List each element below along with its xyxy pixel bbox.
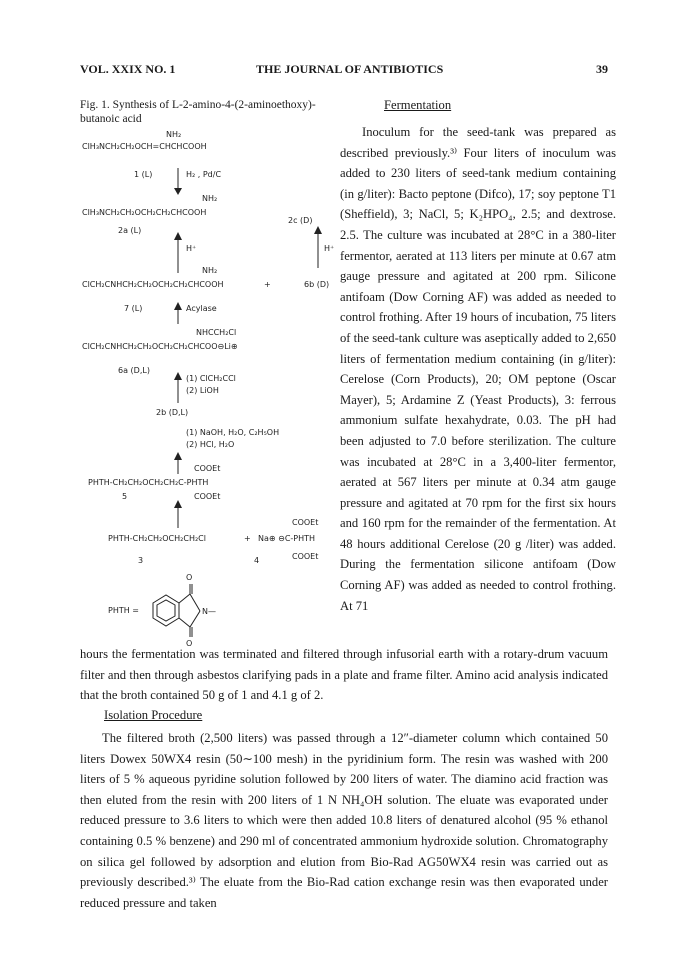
isolation-heading: Isolation Procedure [104,708,203,722]
bond-3 [190,594,200,611]
arrowhead-3 [174,302,182,310]
figure-label: Fig. 1. [80,99,110,111]
compound-5-top: COOEt [194,464,221,473]
compound-5-formula: PHTH-CH₂CH₂OCH₂CH₂C-PHTH [88,478,209,487]
phth-definition: PHTH = [108,606,139,615]
bond-4 [190,611,200,627]
running-header [80,62,608,78]
page-number: 39 [596,62,608,76]
compound-7-formula: ClCH₂CNHCH₂CH₂OCH₂CH₂CHCOOH [82,280,224,289]
compound-3-formula: PHTH-CH₂CH₂OCH₂CH₂Cl [108,534,206,543]
reagent-hydrolysis-2: (2) HCl, H₂O [186,440,235,449]
compound-4-formula: Na⊕ ⊖C-PHTH [258,534,316,543]
nitrogen: N— [202,607,216,616]
compound-2c-label: 2c (D) [288,216,313,225]
bond-2 [179,618,190,627]
compound-1-substituent: NH₂ [166,130,182,139]
arrowhead-2c [314,226,322,234]
compound-4-top: COOEt [292,518,319,527]
arrowhead-2 [174,232,182,240]
phthalimide-structure [153,584,200,637]
arrowhead-4 [174,372,182,380]
reagent-hydrogenation: H₂ , Pd/C [186,170,222,179]
reagent-acylase: Acylase [186,304,217,313]
oxygen-bottom: O [186,639,193,648]
journal-title: THE JOURNAL OF ANTIBIOTICS [256,62,444,76]
compound-7-label: 7 (L) [124,304,143,313]
compound-6b-label: 6b (D) [304,280,330,289]
isolation-section [80,728,608,913]
compound-4-bottom: COOEt [292,552,319,561]
arrowhead-1 [174,188,182,195]
fermentation-heading: Fermentation [384,98,452,112]
volume-number: VOL. XXIX NO. 1 [80,62,176,76]
isolation-paragraph: The filtered broth (2,500 liters) was passed through a 12″-diameter column which contained 50 liters Dowex 50WX4 resin (50∼100 mesh) in the pyridinium form. The resin was washed with 200 liters of 5 % aqueous pyridine solution followed by 200 liters of water. The diamino acid fraction was then eluted from the resin with 200 liters of 1 N NH₄OH solution. The eluate was evaporated under reduced pressure to 3.6 liters to which were then added 10.8 liters of denatured alcohol (95 % ethanol containing 0.5 % benzene) and 290 ml of concentrated ammonium hydroxide solution. Chromatography on silica gel followed by adsorption and elution from Bio-Rad AG50WX4 resin was carried out as previously described.³⁾ The eluate from the Bio-Rad cation exchange resin was then evaporated under reduced pressure and taken [80,731,608,910]
fermentation-continuation [80,644,608,706]
arrowhead-6 [174,500,182,508]
fermentation-paragraph-continued: hours the fermentation was terminated and filtered through infusorial earth with a rotary-drum vacuum filter and then through asbestos clarifying pads in a plate and frame filter. Amino acid analysis indicated that the broth contained 50 g of 1 and 4.1 g of 2. [80,647,608,703]
compound-7-substituent: NH₂ [202,266,218,275]
reagent-acid-2c: H⁺ [324,244,335,253]
compound-6a-formula: ClCH₂CNHCH₂CH₂OCH₂CH₂CHCOO⊖Li⊕ [82,342,238,351]
compound-1-label: 1 (L) [134,170,153,179]
oxygen-top: O [186,573,193,582]
figure-caption [80,98,320,126]
benzene-inner-ring [157,600,175,621]
compound-5-bottom: COOEt [194,492,221,501]
figure-caption-text: Synthesis of L-2-amino-4-(2-aminoethoxy)-butanoic acid [80,99,316,125]
compound-4-label: 4 [254,556,260,565]
fermentation-paragraph: Inoculum for the seed-tank was prepared as described previously.³⁾ Four liters of inoculum was added to 230 liters of seed-tank medium containing (in g/liter): Bacto peptone (Difco), 17; soy peptone T1 (Sheffield), 3; NaCl, 5; K₂HPO₄, 2.5; and dextrose. 2.5. The culture was incubated at 28°C in a 380-liter fermentor, aerated at 113 liters per minute at 0.67 atm gauge pressure and agitated at 200 rpm. Silicone antifoam (Dow Corning AF) was added as needed to control frothing. After 19 hours of incubation, 75 liters of the seed-tank culture was aseptically added to 2,650 liters of fermentation medium containing (in g/liter): Cerelose (Corn Products), 20; OM peptone (Oscar Mayer), 5; Ardamine Z (Yeast Products), 3: ferrous ammonium sulfate hexahydrate, 0.03. The pH had been adjusted to 7.0 before sterilization. The culture was incubated at 28°C in a 3,400-liter fermentor, aerated at 567 liters per minute at 0.34 atm gauge pressure and agitated at 70 rpm for the first six hours and 160 rpm for the remainder of the fermentation. At 48 hours additional Cerelose (20 g /liter) was added. During the fermentation silicone antifoam (Dow Corning AF) was added as needed to control frothing. At 71 [340,125,616,613]
plus-sign-2: + [244,534,251,543]
plus-sign: + [264,280,271,289]
compound-3-label: 3 [138,556,144,565]
reagent-lithium-hydroxide: (2) LiOH [186,386,219,395]
compound-1-formula: ClH₃NCH₂CH₂OCH=CHCHCOOH [82,142,207,151]
reagent-hydrolysis-1: (1) NaOH, H₂O, C₂H₅OH [186,428,280,437]
fermentation-column [340,122,616,616]
compound-6a-substituent: NHCCH₂Cl [196,328,237,337]
compound-2a-label: 2a (L) [118,226,142,235]
compound-2a-substituent: NH₂ [202,194,218,203]
compound-6a-label: 6a (D,L) [118,366,150,375]
arrowhead-5 [174,452,182,460]
compound-5-label: 5 [122,492,128,501]
reagent-acid: H⁺ [186,244,197,253]
bond-1 [179,594,190,603]
compound-2a-formula: ClH₃NCH₂CH₂OCH₂CH₂CHCOOH [82,208,207,217]
reagent-chloroacetyl: (1) ClCH₂CCl [186,374,236,383]
compound-2b-label: 2b (D,L) [156,408,189,417]
synthesis-scheme [78,128,358,653]
